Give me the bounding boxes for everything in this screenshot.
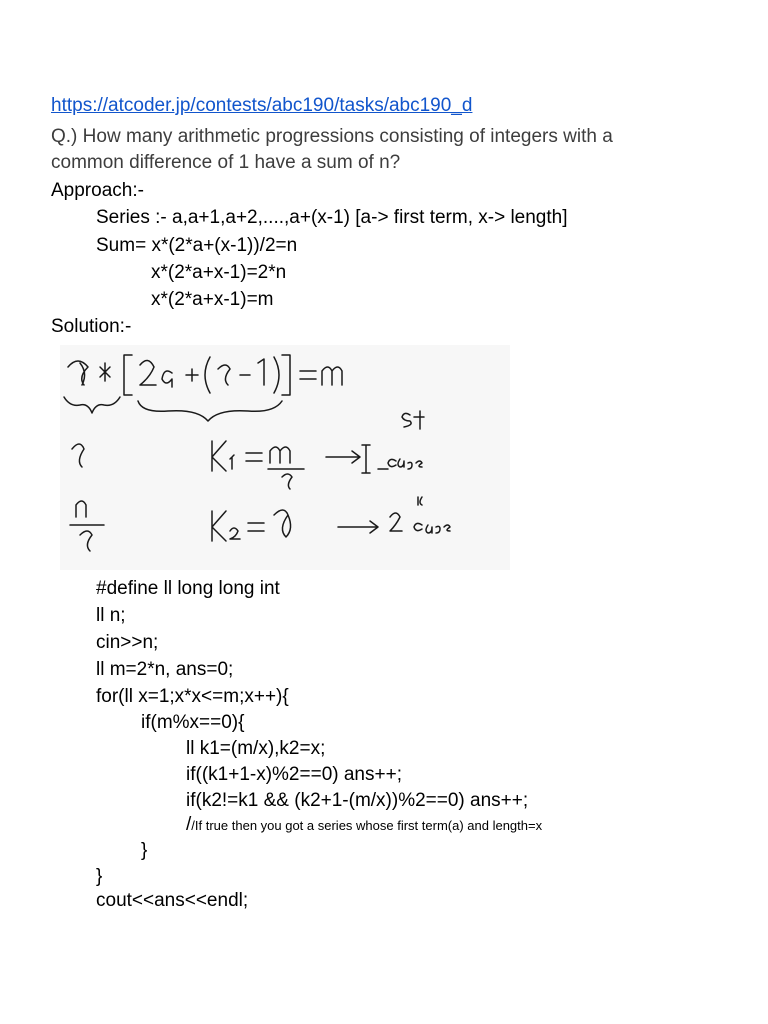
code-line-cout: cout<<ans<<endl; [96, 890, 249, 911]
code-line-5: for(ll x=1;x*x<=m;x++){ [96, 686, 289, 707]
code-line-7: ll k1=(m/x),k2=x; [186, 738, 326, 759]
solution-heading: Solution:- [51, 316, 132, 337]
code-line-close-if: } [141, 840, 148, 861]
code-comment [186, 814, 542, 837]
code-line-6: if(m%x==0){ [141, 712, 245, 733]
code-line-9: if(k2!=k1 && (k2+1-(m/x))%2==0) ans++; [186, 790, 529, 811]
code-line-4: ll m=2*n, ans=0; [96, 659, 234, 680]
code-line-1: #define ll long long int [96, 578, 280, 599]
question-line-2: common difference of 1 have a sum of n? [51, 152, 401, 173]
approach-line-2n: x*(2*a+x-1)=2*n [151, 262, 287, 283]
problem-link[interactable]: https://atcoder.jp/contests/abc190/tasks/abc190_d [51, 95, 473, 116]
handwritten-derivation-image [60, 345, 510, 570]
approach-heading: Approach:- [51, 180, 144, 201]
code-line-8: if((k1+1-x)%2==0) ans++; [186, 764, 402, 785]
comment-text: /If true then you got a series whose first term(a) and length=x [191, 818, 543, 833]
approach-line-series: Series :- a,a+1,a+2,....,a+(x-1) [a-> first term, x-> length] [96, 207, 568, 228]
approach-line-m: x*(2*a+x-1)=m [151, 289, 274, 310]
question-line-1: Q.) How many arithmetic progressions consisting of integers with a [51, 126, 613, 147]
question-text [51, 124, 671, 176]
comment-slash: / [186, 814, 192, 835]
code-line-3: cin>>n; [96, 632, 159, 653]
code-line-2: ll n; [96, 605, 126, 626]
code-line-close-for: } [96, 866, 103, 887]
approach-line-sum: Sum= x*(2*a+(x-1))/2=n [96, 235, 298, 256]
